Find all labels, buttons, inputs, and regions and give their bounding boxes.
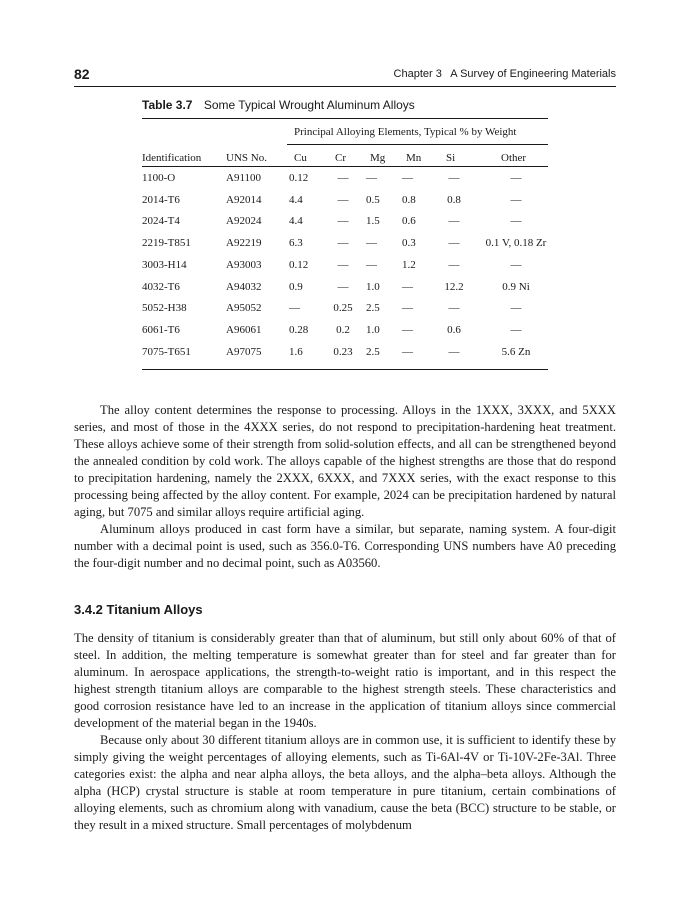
table-cell: 5052-H38 — [142, 302, 187, 314]
table-cell: 1100-O — [142, 172, 176, 184]
table-cell: A92014 — [226, 194, 262, 206]
table-cell: 1.6 — [289, 346, 303, 358]
table-cell: A92219 — [226, 237, 262, 249]
column-header-identification: Identification — [142, 152, 202, 164]
table-cell: A91100 — [226, 172, 262, 184]
table-cell: A97075 — [226, 346, 262, 358]
table-group-header: Principal Alloying Elements, Typical % by Weight — [294, 126, 517, 138]
table-cell: — — [510, 259, 522, 271]
table-cell: 1.5 — [366, 215, 380, 227]
table-cell: — — [289, 302, 300, 314]
table-cell: 2024-T4 — [142, 215, 180, 227]
table-cell: 4.4 — [289, 194, 303, 206]
table-cell: 0.9 — [289, 281, 303, 293]
section-heading: 3.4.2 Titanium Alloys — [74, 602, 203, 617]
table-cell: — — [402, 172, 413, 184]
table-cell: 0.23 — [333, 346, 353, 358]
chapter-title: A Survey of Engineering Materials — [450, 68, 616, 80]
table-header-rule — [142, 166, 548, 167]
table-cell: 0.5 — [366, 194, 380, 206]
table-cell: — — [448, 346, 460, 358]
table-cell: — — [337, 194, 349, 206]
table-cell: A93003 — [226, 259, 262, 271]
paragraph-cast-alloys: Aluminum alloys produced in cast form have a similar, but separate, naming system. A four-digit number with a decimal point is used, such as 356.0-T6. Corresponding UNS numbers have A0 preceding the four-digit number and no decimal point, such as A03560. — [74, 522, 616, 570]
column-header-uns: UNS No. — [226, 152, 267, 164]
table-cell: 0.2 — [336, 324, 350, 336]
table-cell: 0.28 — [289, 324, 309, 336]
table-caption-number: Table 3.7 — [142, 98, 193, 112]
paragraph-alloy-content: The alloy content determines the response to processing. Alloys in the 1XXX, 3XXX, and 5XXX series, and most of those in the 4XXX series, do not respond to precipitation-hardening heat treatment. These alloys achieve some of their strength from solid-solution effects, and all can be strengthened beyond the annealed condition by cold work. The alloys capable of the highest strengths are those that do respond to precipitation hardening, namely the 2XXX, 6XXX, and 7XXX series, with the exact response to this processing being affected by the alloy content. For example, 2024 can be precipitation hardened by natural aging, but 7075 and similar alloys require artificial aging. — [74, 403, 616, 519]
table-cell: — — [337, 237, 349, 249]
column-header-si: Si — [446, 152, 456, 164]
column-header-mg: Mg — [370, 152, 386, 164]
table-cell: 0.12 — [289, 259, 309, 271]
table-cell: — — [510, 194, 522, 206]
column-header-other: Other — [501, 152, 527, 164]
column-header-mn: Mn — [406, 152, 422, 164]
table-cell: 3003-H14 — [142, 259, 187, 271]
table-cell: — — [337, 259, 349, 271]
table-cell: 0.3 — [402, 237, 416, 249]
body-text-upper — [74, 402, 616, 572]
table-cell: A94032 — [226, 281, 262, 293]
table-caption — [142, 98, 415, 112]
table-cell: 2014-T6 — [142, 194, 180, 206]
paragraph-titanium-categories: Because only about 30 different titanium alloys are in common use, it is sufficient to identify these by simply giving the weight percentages of alloying elements, such as Ti-6Al-4V or Ti-10V-2Fe-3Al. Three categories exist: the alpha and near alpha alloys, the beta alloys, and the alpha–beta alloys. Although the alpha (HCP) crystal structure is stable at room temperature in pure titanium, certain combinations of alloying elements, such as chromium along with vanadium, cause the beta (BCC) structure to be stable, or they result in a mixed structure. Small percentages of molybdenum — [74, 733, 616, 832]
table-cell: — — [366, 237, 377, 249]
table-cell: — — [337, 172, 349, 184]
table-cell: 0.8 — [447, 194, 461, 206]
table-cell: 2.5 — [366, 302, 380, 314]
column-header-cr: Cr — [335, 152, 346, 164]
page-number: 82 — [74, 66, 90, 82]
table-cell: — — [448, 259, 460, 271]
table-cell: A96061 — [226, 324, 262, 336]
table-cell: 0.12 — [289, 172, 309, 184]
table-cell: — — [448, 237, 460, 249]
table-cell: — — [402, 324, 413, 336]
column-header-cu: Cu — [294, 152, 307, 164]
table-cell: — — [510, 302, 522, 314]
chapter-label: Chapter 3 — [393, 68, 442, 80]
table-cell: A95052 — [226, 302, 262, 314]
table-cell: — — [448, 302, 460, 314]
table-cell: — — [337, 215, 349, 227]
table-cell: 0.8 — [402, 194, 416, 206]
table-cell: — — [402, 281, 413, 293]
table-cell: 5.6 Zn — [501, 346, 531, 358]
table-cell: 0.25 — [333, 302, 353, 314]
table-caption-text: Some Typical Wrought Aluminum Alloys — [203, 98, 415, 112]
table-cell: A92024 — [226, 215, 262, 227]
table-cell: 0.9 Ni — [502, 281, 530, 293]
table-cell: — — [448, 215, 460, 227]
paragraph-titanium-density: The density of titanium is considerably greater than that of aluminum, but still only about 60% of that of steel. In addition, the melting temperature is somewhat greater than for steel and far greater than for aluminum. In aerospace applications, the strength-to-weight ratio is important, and in this respect the highest strength titanium alloys are comparable to the highest strength steels. These characteristics and good corrosion resistance have led to an increase in the application of titanium alloys since commercial development of the material began in the 1940s. — [74, 631, 616, 730]
table-cell: 1.0 — [366, 324, 380, 336]
table-cell: 6.3 — [289, 237, 303, 249]
table-cell: 4.4 — [289, 215, 303, 227]
table-top-rule — [142, 118, 548, 119]
table-cell: 0.1 V, 0.18 Zr — [485, 237, 547, 249]
table-cell: 1.0 — [366, 281, 380, 293]
table-cell: 12.2 — [444, 281, 464, 293]
table-cell: 4032-T6 — [142, 281, 180, 293]
table-bottom-rule — [142, 369, 548, 370]
table-cell: — — [402, 302, 413, 314]
table-cell: 6061-T6 — [142, 324, 180, 336]
table-cell: — — [366, 172, 377, 184]
table-group-rule — [287, 144, 548, 145]
table-cell: — — [402, 346, 413, 358]
table-cell: — — [366, 259, 377, 271]
running-head — [394, 68, 616, 80]
body-text-lower — [74, 630, 616, 834]
table-cell: — — [448, 172, 460, 184]
table-cell: — — [337, 281, 349, 293]
header-rule — [74, 86, 616, 87]
table-cell: 2219-T851 — [142, 237, 191, 249]
table-cell: — — [510, 324, 522, 336]
table-cell: 7075-T651 — [142, 346, 191, 358]
table-cell: — — [510, 172, 522, 184]
table-cell: — — [510, 215, 522, 227]
table-cell: 2.5 — [366, 346, 380, 358]
table-cell: 0.6 — [447, 324, 461, 336]
table-cell: 1.2 — [402, 259, 416, 271]
table-cell: 0.6 — [402, 215, 416, 227]
